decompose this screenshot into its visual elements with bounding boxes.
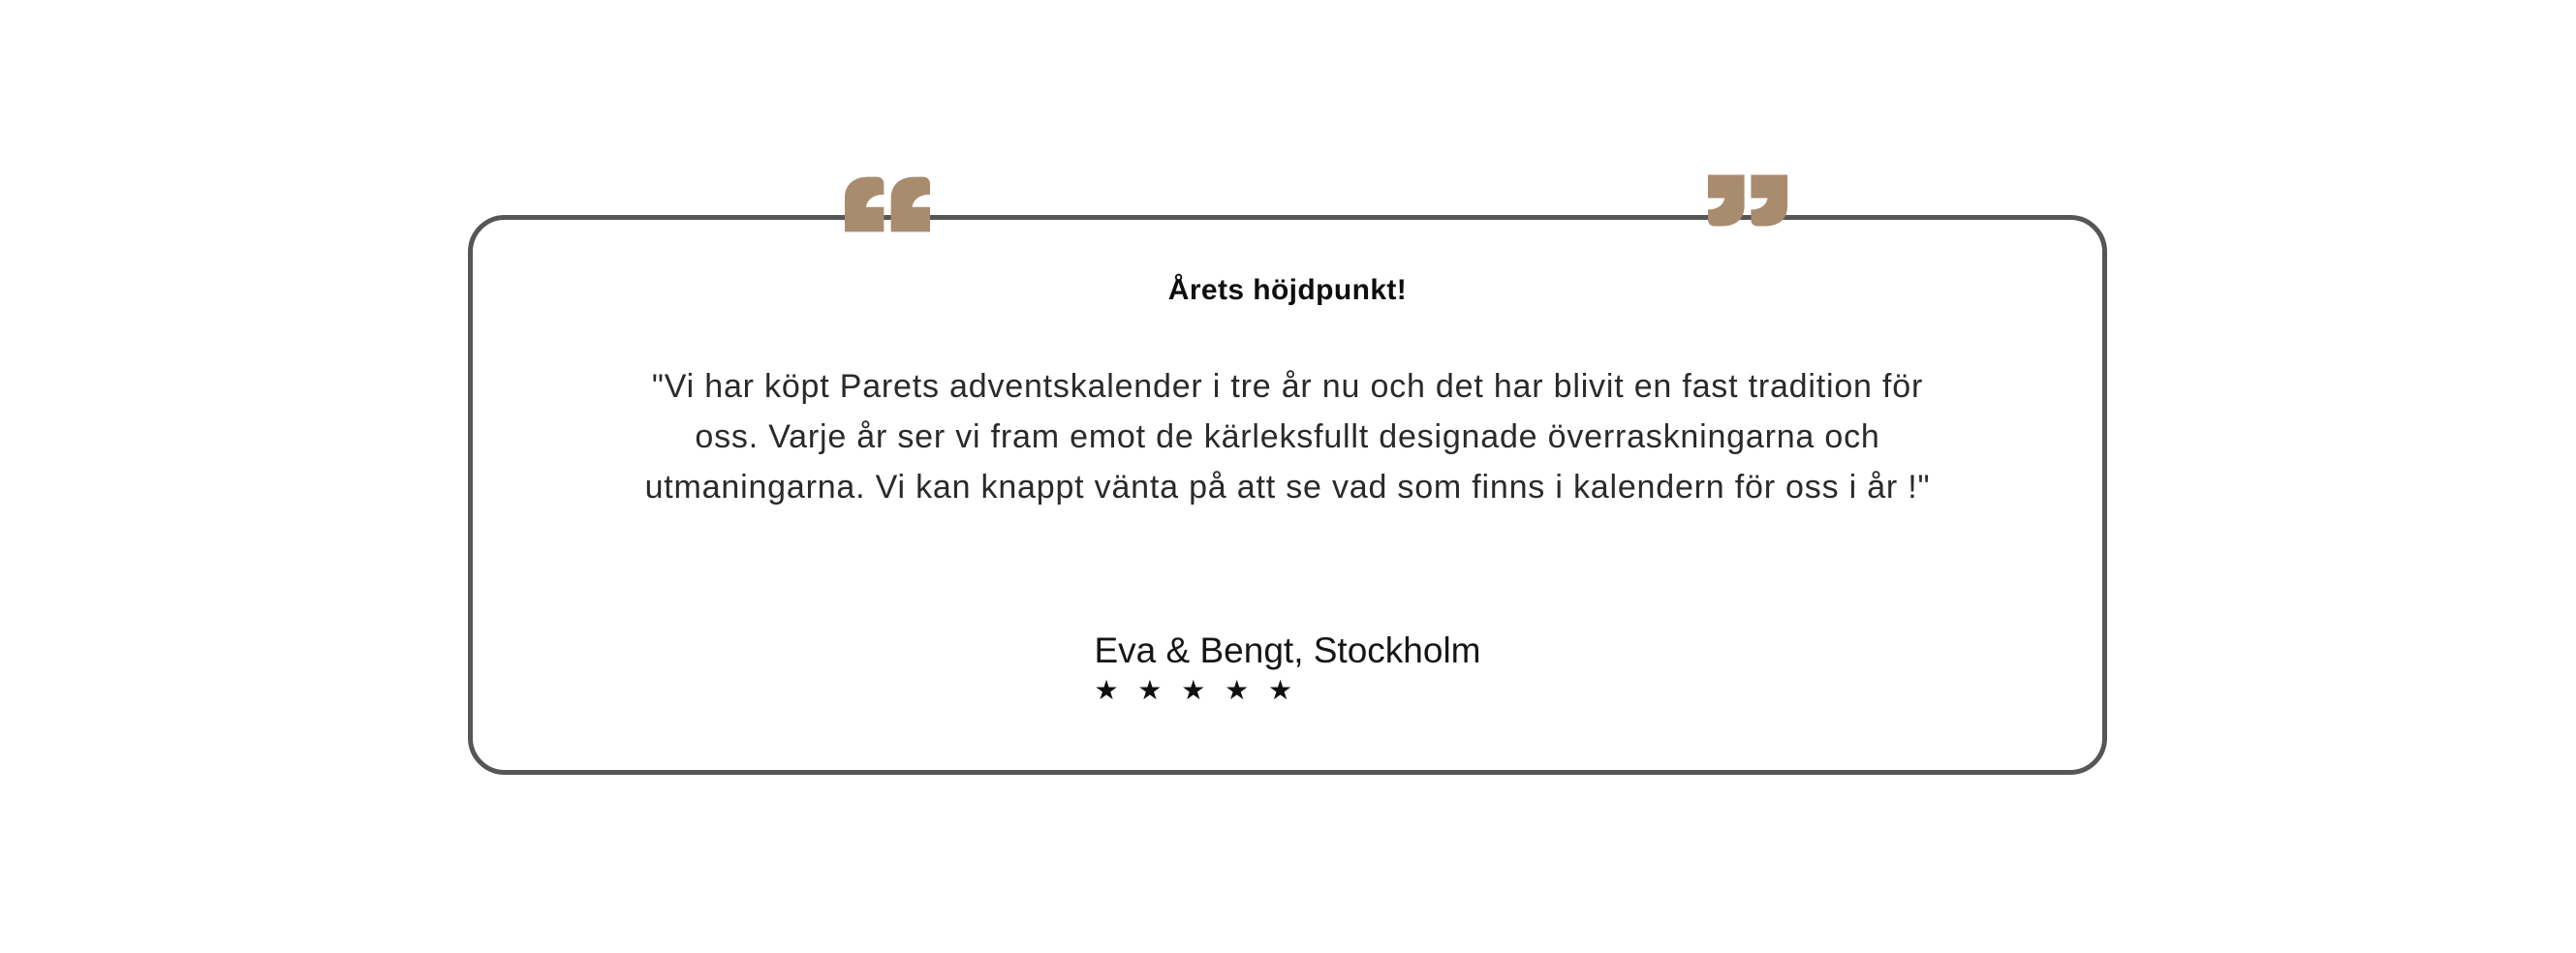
- quote-line-3: utmaningarna. Vi kan knappt vänta på att se vad som finns i kalendern för oss i år !": [644, 469, 1931, 506]
- five-star-rating: ★ ★ ★ ★ ★: [1094, 675, 1299, 705]
- quote-line-1: "Vi har köpt Parets adventskalender i tre år nu och det har blivit en fast tradition för: [651, 368, 1924, 405]
- testimonial-title: Årets höjdpunkt!: [1167, 274, 1408, 306]
- closing-double-quote-icon: [1708, 171, 1787, 230]
- reviewer-name: Eva & Bengt, Stockholm: [1094, 630, 1481, 670]
- attribution-block: [1095, 629, 1481, 705]
- opening-double-quote-icon: [845, 174, 930, 234]
- testimonial-quote-text: [473, 361, 2102, 512]
- quote-line-2: oss. Varje år ser vi fram emot de kärleksfullt designade överraskningarna och: [695, 418, 1880, 455]
- testimonial-card: [468, 215, 2107, 775]
